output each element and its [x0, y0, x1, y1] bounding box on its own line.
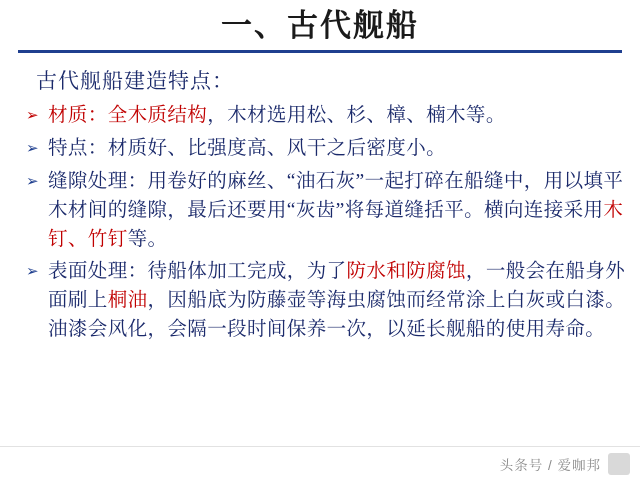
bullet-segment: ，一般会在船身外面刷上 [48, 260, 626, 311]
avatar-icon [608, 453, 630, 475]
list-item-text [48, 134, 626, 163]
bullet-list [0, 101, 640, 344]
bullet-marker-icon: ➢ [26, 173, 39, 190]
list-item [24, 167, 626, 254]
list-item-text [48, 257, 626, 344]
bullet-segment: ，木材选用松、杉、樟、楠木等。 [207, 104, 506, 126]
bullet-segment: 特点：材质好、比强度高、风干之后密度小。 [48, 137, 447, 159]
bullet-segment: 等。 [127, 228, 168, 250]
list-item-text [48, 167, 626, 254]
bullet-marker-icon: ➢ [26, 263, 39, 280]
bullet-segment-highlight: 桐油 [107, 289, 148, 311]
bullet-marker-icon: ➢ [26, 107, 39, 124]
bullet-segment: ，因船底为防藤壶等海虫腐蚀而经常涂上白灰或白漆。油漆会风化，会隔一段时间保养一次，以延长舰船的使用寿命。 [48, 289, 626, 340]
footer-watermark-bar [0, 446, 640, 480]
page-title: 一、古代舰船 [221, 8, 419, 43]
list-item [24, 257, 626, 344]
title-divider [18, 50, 622, 53]
bullet-segment: 缝隙处理：用卷好的麻丝、“油石灰”一起打碎在船缝中，用以填平木材间的缝隙，最后还要用“灰齿”将每道缝括平。横向连接采用 [48, 170, 624, 221]
bullet-segment-highlight: 木钉、竹钉 [48, 199, 624, 250]
bullet-segment-highlight: 防水和防腐蚀 [346, 260, 466, 282]
bullet-marker-icon: ➢ [26, 140, 39, 157]
bullet-segment-highlight: 全木质结构 [107, 104, 208, 126]
section-subtitle: 古代舰船建造特点： [36, 68, 234, 93]
list-item [24, 101, 626, 131]
watermark-text: 头条号 / 爱咖邦 [499, 457, 601, 473]
bullet-segment: 表面处理：待船体加工完成，为了 [48, 260, 347, 282]
bullet-segment: 材质： [48, 104, 108, 126]
list-item [24, 134, 626, 164]
list-item-text [48, 101, 626, 130]
